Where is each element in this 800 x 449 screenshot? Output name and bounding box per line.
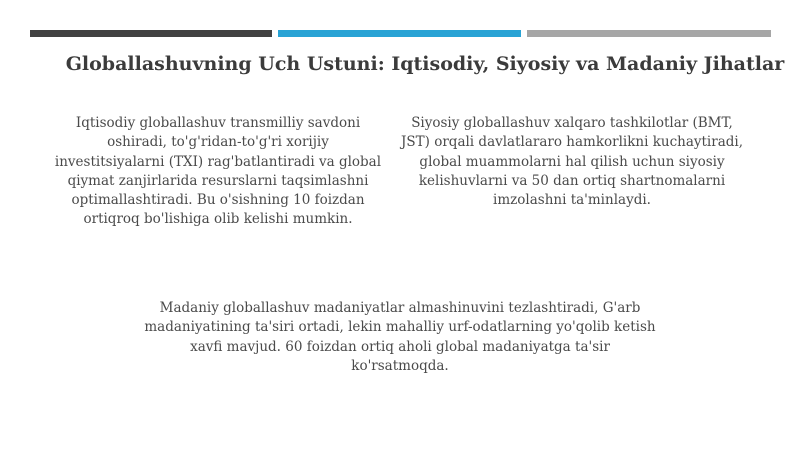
accent-bar-right: [527, 30, 771, 37]
slide-title: Globallashuvning Uch Ustuni: Iqtisodiy, Siyosiy va Madaniy Jihatlar: [65, 53, 785, 75]
cultural-text-block: Madaniy globallashuv madaniyatlar almashinuvini tezlashtiradi, G'arb madaniyatining ta'siri ortadi, lekin mahalliy urf-odatlarning yo'qolib ketish xavfi mavjud. 60 foizdan ortiq aholi global madaniyatga ta'sir ko'rsatmoqda.: [144, 300, 656, 374]
accent-bar-middle: [278, 30, 521, 37]
economic-text-block: Iqtisodiy globallashuv transmilliy savdoni oshiradi, to'g'ridan-to'g'ri xorijiy investitsiyalarni (TXI) rag'batlantiradi va global qiymat zanjirlarida resurslarni taqsimlashni optimallashtiradi. Bu o'sishning 10 foizdan ortiqroq bo'lishiga olib kelishi mumkin.: [54, 115, 382, 228]
political-text-block: Siyosiy globallashuv xalqaro tashkilotlar (BMT, JST) orqali davlatlararo hamkorlikni kuchaytiradi, global muammolarni hal qilish uchun siyosiy kelishuvlarni va 50 dan ortiq shartnomalarni imzolashni ta'minlaydi.: [401, 115, 743, 209]
accent-bar-left: [30, 30, 272, 37]
